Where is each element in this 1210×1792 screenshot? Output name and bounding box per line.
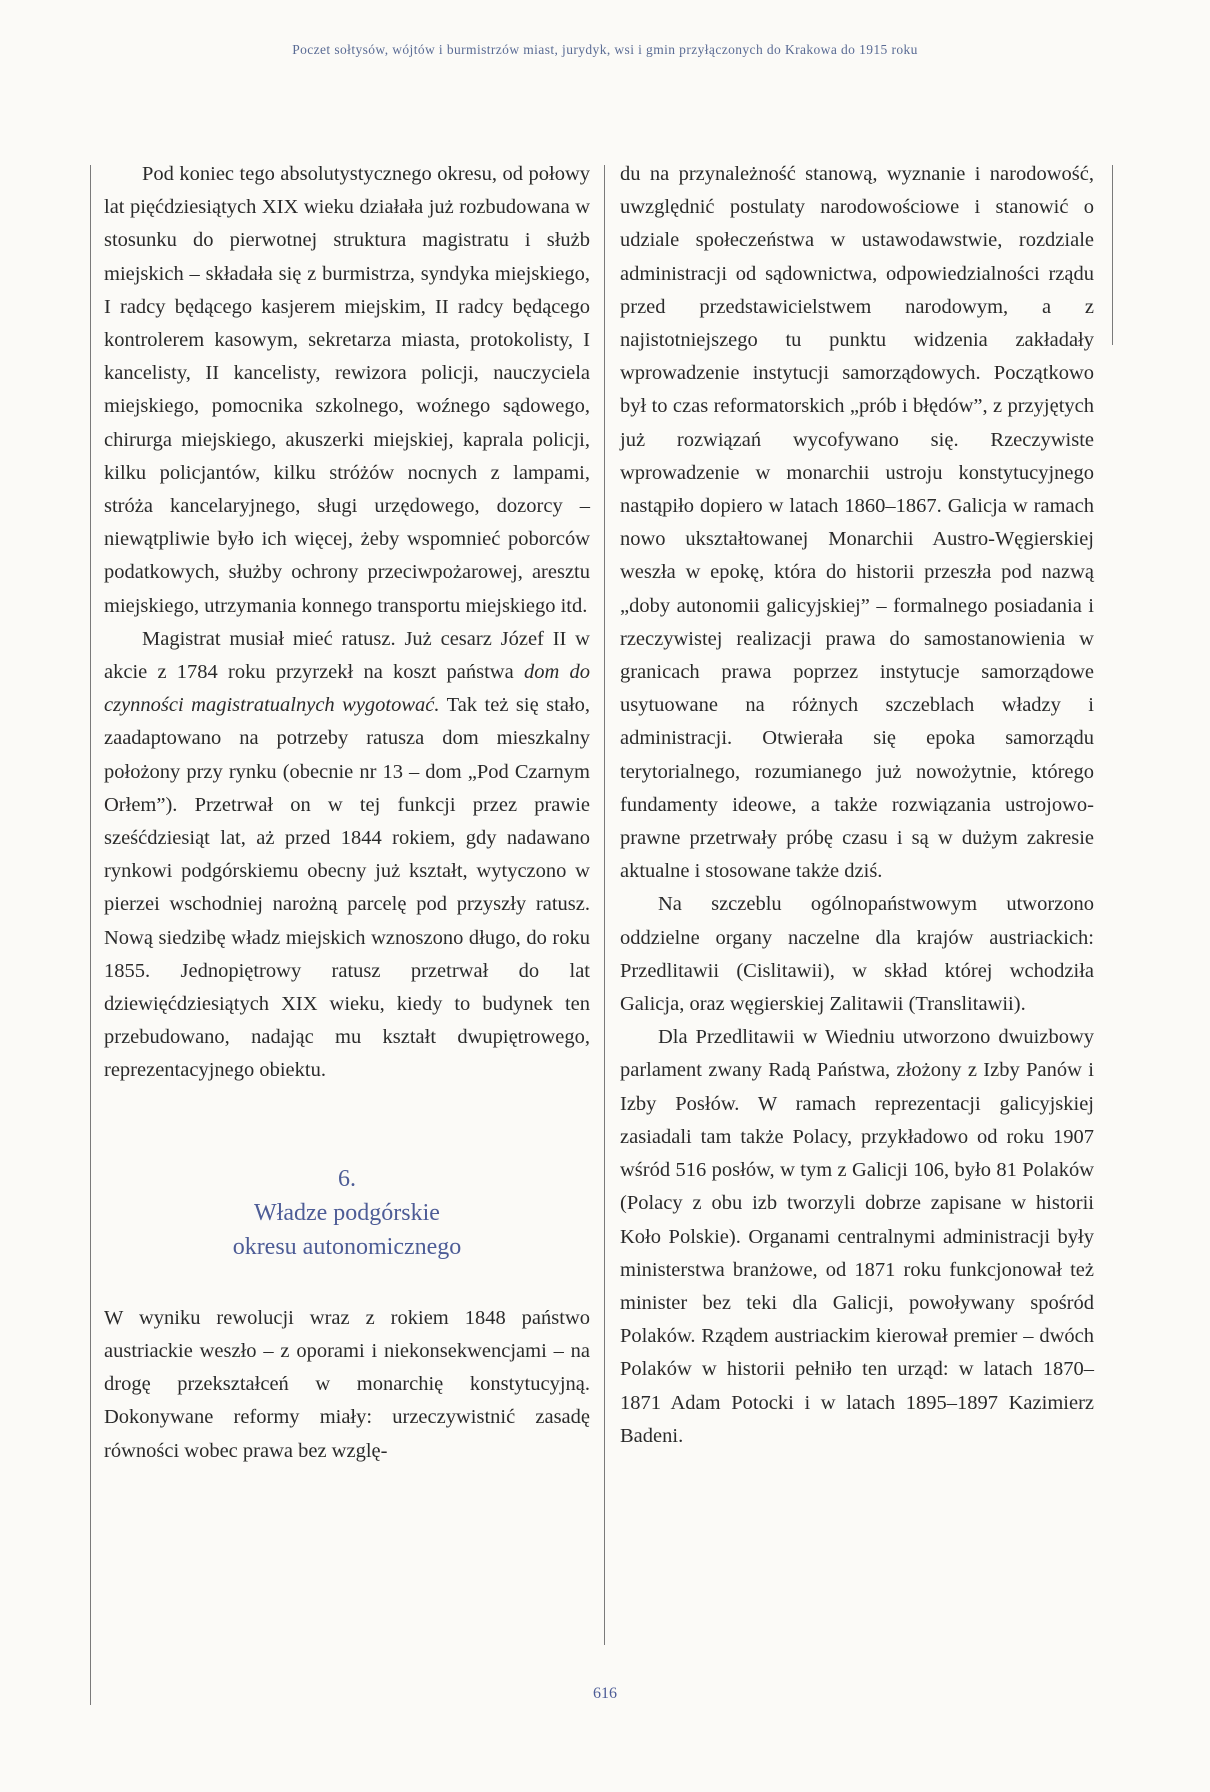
left-margin-rule: [90, 165, 91, 1705]
paragraph: Dla Przedlitawii w Wiedniu utworzono dwuizbowy parlament zwany Radą Państwa, złożony z Izby Panów i Izby Posłów. W ramach reprezentacji galicyjskiej zasiadali tam także Polacy, przykładowo od roku 1907 wśród 516 posłów, w tym z Galicji 106, było 81 Polaków (Polacy z obu izb tworzyli dobrze zapisane w historii Koło Polskie). Organami centralnymi administracji były ministerstwa branżowe, od 1871 roku funkcjonował też minister bez teki dla Galicji, powoływany spośród Polaków. Rządem austriackim kierował premier – dwóch Polaków w historii pełniło ten urząd: w latach 1870–1871 Adam Potocki i w latach 1895–1897 Kazimierz Badeni.: [620, 1026, 1094, 1447]
section-title-line: okresu autonomicznego: [232, 1233, 462, 1260]
section-number: 6.: [338, 1165, 356, 1192]
page-number: 616: [593, 1685, 617, 1702]
paragraph: Na szczeblu ogólnopaństwowym utworzono oddzielne organy naczelne dla krajów austriackich: Przedlitawii (Cislitawii), w skład której wchodziła Galicja, oraz węgierskiej Zalitawii (Translitawii).: [620, 893, 1094, 1016]
italic-quote: dom do czynności magistratualnych wygotować.: [104, 661, 590, 717]
paragraph: W wyniku rewolucji wraz z rokiem 1848 państwo austriackie weszło – z oporami i niekonsekwencjami – na drogę przekształceń w monarchię konstytucyjną. Dokonywane reformy miały: urzeczywistnić zasadę równości wobec prawa bez wzglę-: [104, 1306, 590, 1462]
paragraph-text: Tak też się stało, zaadaptowano na potrzeby ratusza dom mieszkalny położony przy rynku (obecnie nr 13 – dom „Pod Czarnym Orłem”). Przetrwał on w tej funkcji przez prawie sześćdziesiąt lat, aż przed 1844 rokiem, gdy nadawano rynkowi podgórskiemu obecny już kształt, wytyczono w pierzei wschodniej narożną parcelę pod przyszły ratusz. Nową siedzibę władz miejskich wznoszono długo, do roku 1855. Jednopiętrowy ratusz przetrwał do lat dziewięćdziesiątych XIX wieku, kiedy to budynek ten przebudowano, nadając mu kształt dwupiętrowego, reprezentacyjnego obiektu.: [104, 694, 590, 1082]
right-margin-rule: [1112, 165, 1113, 345]
column-divider-rule: [604, 165, 605, 1645]
right-column: [620, 158, 1094, 1453]
paragraph: Pod koniec tego absolutystycznego okresu, od połowy lat pięćdziesiątych XIX wieku działała już rozbudowana w stosunku do pierwotnej struktura magistratu i służb miejskich – składała się z burmistrza, syndyka miejskiego, I radcy będącego kasjerem miejskim, II radcy będącego kontrolerem kasowym, sekretarza miasta, protokolisty, I kancelisty, II kancelisty, rewizora policji, nauczyciela miejskiego, pomocnika szkolnego, woźnego sądowego, chirurga miejskiego, akuszerki miejskiej, kaprala policji, kilku policjantów, kilku stróżów nocnych z lampami, stróża kancelaryjnego, sługi urzędowego, dozorcy – niewątpliwie było ich więcej, żeby wspomnieć poborców podatkowych, służby ochrony przeciwpożarowej, aresztu miejskiego, utrzymania konnego transportu miejskiego itd.: [104, 163, 590, 617]
running-head: Poczet sołtysów, wójtów i burmistrzów miast, jurydyk, wsi i gmin przyłączonych do Krakowa do 1915 roku: [292, 42, 918, 57]
left-column: [104, 158, 590, 1468]
section-title-line: Władze podgórskie: [254, 1199, 440, 1226]
paragraph: du na przynależność stanową, wyznanie i narodowość, uwzględnić postulaty narodowościowe i stanowić o udziale społeczeństwa w ustawodawstwie, rozdziale administracji od sądownictwa, odpowiedzialności rządu przed przedstawicielstwem narodowym, a z najistotniejszego tu punktu widzenia zakładały wprowadzenie instytucji samorządowych. Początkowo był to czas reformatorskich „prób i błędów”, z przyjętych już rozwiązań wycofywano się. Rzeczywiste wprowadzenie w monarchii ustroju konstytucyjnego nastąpiło dopiero w latach 1860–1867. Galicja w ramach nowo ukształtowanej Monarchii Austro-Węgierskiej weszła w epokę, która do historii przeszła pod nazwą „doby autonomii galicyjskiej” – formalnego posiadania i rzeczywistej realizacji prawa do samostanowienia w granicach prawa poprzez instytucje samorządowe usytuowane na różnych szczeblach władzy i administracji. Otwierała się epoka samorządu terytorialnego, rozumianego już nowożytnie, którego fundamenty ideowe, a także rozwiązania ustrojowo-prawne przetrwały próbę czasu i są w dużym zakresie aktualne i stosowane także dziś.: [620, 163, 1094, 883]
paragraph: [104, 623, 590, 1088]
paragraph-text: Magistrat musiał mieć ratusz. Już cesarz Józef II w akcie z 1784 roku przyrzekł na koszt państwa: [104, 627, 590, 684]
section-heading: [104, 1162, 590, 1264]
